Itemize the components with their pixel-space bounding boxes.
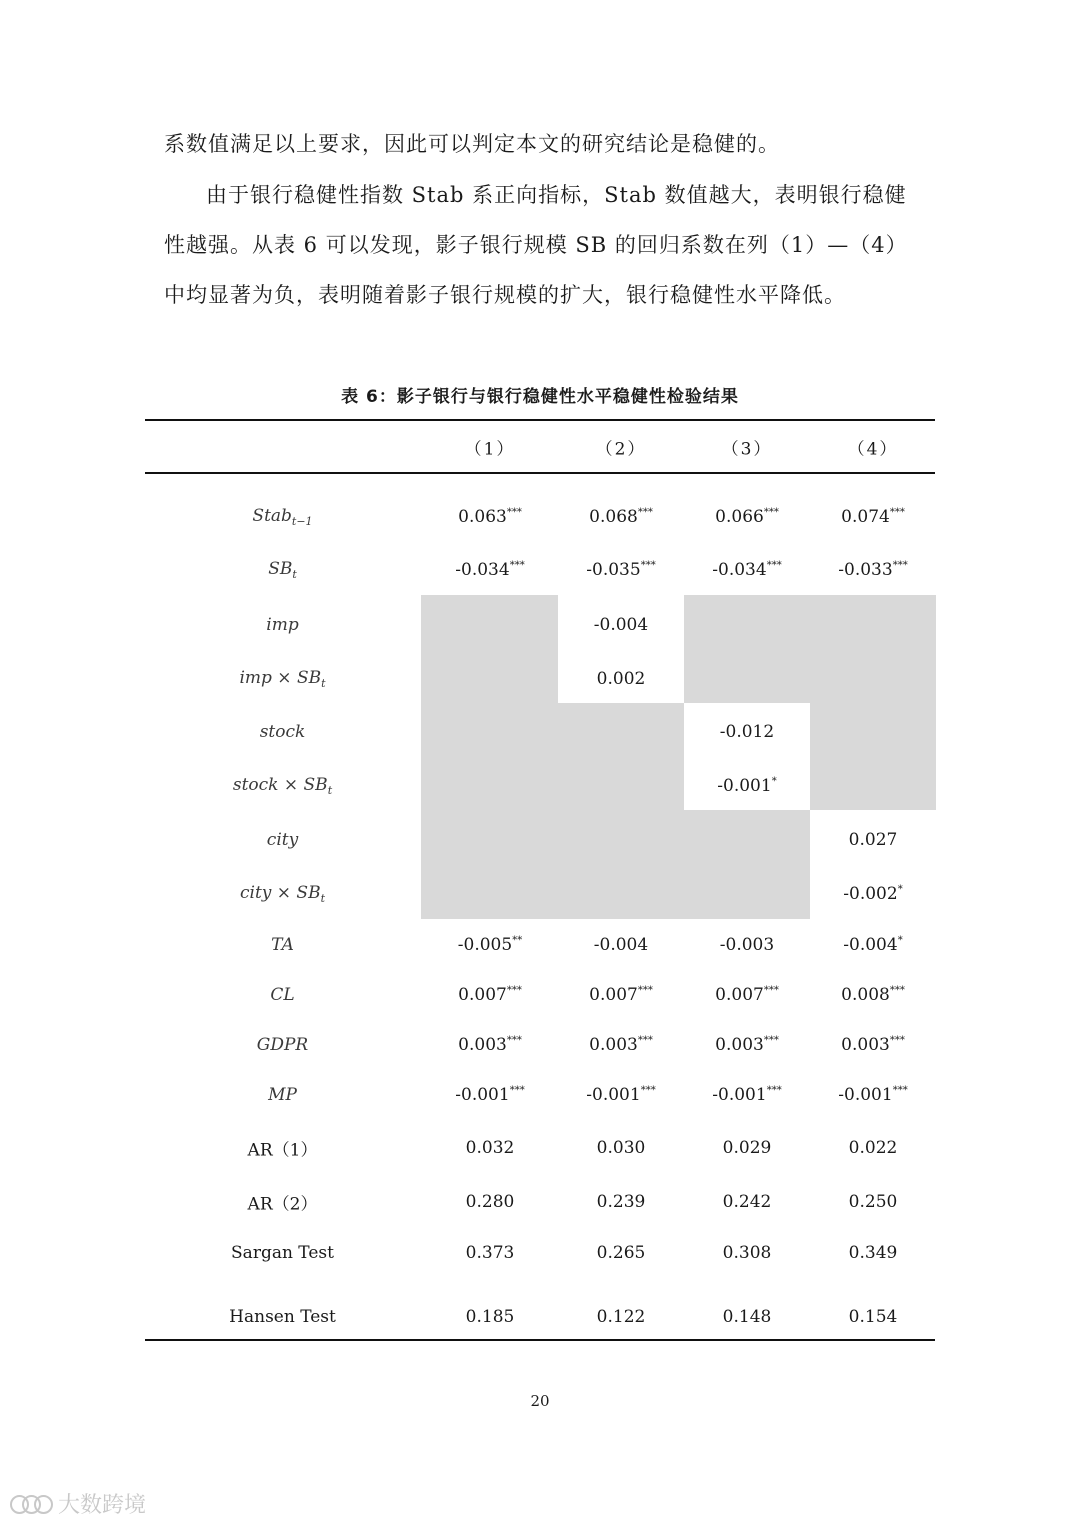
row-label [180, 668, 385, 690]
table-cell [683, 1035, 811, 1055]
significance-stars: *** [766, 560, 782, 571]
table-cell [809, 560, 937, 580]
watermark-logo-icon [10, 1492, 52, 1516]
cell-value: 0.349 [848, 1243, 898, 1263]
table-header-rule [145, 472, 935, 474]
table-cell [683, 776, 811, 796]
cell-value: -0.035 [586, 560, 641, 580]
row-label-text: GDPR [256, 1035, 309, 1055]
row-label-subscript: t−1 [291, 515, 313, 528]
cell-value: 0.008 [841, 985, 890, 1005]
table-cell [425, 1035, 555, 1055]
row-label-subscript: t [292, 568, 297, 581]
table-cell [557, 1307, 685, 1327]
table-cell [683, 1192, 811, 1212]
cell-value: 0.122 [596, 1307, 646, 1327]
row-label-text: AR（1） [247, 1140, 318, 1161]
table-cell [809, 935, 937, 955]
table-cell [683, 985, 811, 1005]
cell-value: 0.007 [715, 985, 764, 1005]
table-cell [683, 560, 811, 580]
significance-stars: *** [506, 985, 522, 996]
shaded-block-col4 [810, 595, 936, 810]
row-label-subscript: t [321, 677, 326, 690]
significance-stars: *** [640, 560, 656, 571]
cell-value: -0.034 [712, 560, 767, 580]
row-label-subscript: t [327, 784, 333, 797]
cell-value: 0.185 [465, 1307, 515, 1327]
cell-value: -0.012 [719, 722, 775, 742]
table-cell [557, 1035, 685, 1055]
cell-value: 0.154 [848, 1307, 898, 1327]
cell-value: 0.373 [465, 1243, 515, 1263]
cell-value: 0.063 [458, 507, 507, 527]
watermark-text: 大数跨境 [58, 1493, 147, 1518]
table-cell [809, 884, 937, 904]
cell-value: 0.003 [715, 1035, 764, 1055]
table-cell [557, 1243, 685, 1263]
row-label [180, 985, 385, 1005]
significance-stars: *** [889, 1035, 905, 1046]
row-label-text: imp [266, 615, 299, 635]
table-cell [809, 1307, 937, 1327]
cell-value: -0.002 [843, 884, 898, 904]
table-cell [425, 1243, 555, 1263]
table-cell [557, 1138, 685, 1158]
table-cell [809, 1035, 937, 1055]
table-cell [557, 615, 685, 635]
row-label [180, 506, 385, 528]
cell-value: -0.001 [455, 1085, 510, 1105]
table-cell [557, 1192, 685, 1212]
significance-stars: *** [637, 985, 653, 996]
table-cell [425, 1307, 555, 1327]
row-label [180, 935, 385, 955]
table-cell [683, 935, 811, 955]
shaded-block-col1 [421, 595, 558, 919]
table-cell [809, 830, 937, 850]
table-cell [425, 560, 555, 580]
significance-stars: *** [506, 1035, 522, 1046]
significance-stars: *** [763, 507, 779, 518]
significance-stars: * [897, 935, 903, 946]
page-number: 20 [530, 1392, 550, 1410]
row-label [180, 1243, 385, 1263]
cell-value: 0.027 [848, 830, 898, 850]
cell-value: -0.034 [455, 560, 510, 580]
significance-stars: *** [892, 560, 908, 571]
row-label-text: city × SB [239, 883, 321, 903]
row-label [180, 1035, 385, 1055]
table-top-rule [145, 419, 935, 421]
cell-value: 0.074 [841, 507, 890, 527]
table-cell [809, 985, 937, 1005]
cell-value: 0.002 [596, 669, 646, 689]
cell-value: 0.029 [722, 1138, 772, 1158]
table-cell [557, 1085, 685, 1105]
table-cell [557, 560, 685, 580]
table-cell [425, 985, 555, 1005]
table-cell [425, 507, 555, 527]
shaded-block-col3-bottom [684, 810, 810, 919]
row-label [180, 1085, 385, 1105]
significance-stars: *** [637, 1035, 653, 1046]
cell-value: 0.007 [458, 985, 507, 1005]
table-cell [425, 935, 555, 955]
table-cell [683, 507, 811, 527]
cell-value: 0.250 [848, 1192, 898, 1212]
cell-value: 0.068 [589, 507, 638, 527]
row-label-text: Stab [252, 506, 292, 526]
row-label [180, 1190, 385, 1215]
cell-value: 0.022 [848, 1138, 898, 1158]
cell-value: 0.032 [465, 1138, 515, 1158]
cell-value: 0.007 [589, 985, 638, 1005]
cell-value: 0.003 [458, 1035, 507, 1055]
row-label-text: Sargan Test [231, 1243, 334, 1263]
significance-stars: *** [763, 985, 779, 996]
column-header-1: （1） [464, 439, 516, 460]
row-label-text: stock × SB [232, 775, 328, 795]
table-cell [557, 935, 685, 955]
cell-value: -0.003 [719, 935, 775, 955]
cell-value: -0.004 [593, 615, 649, 635]
cell-value: -0.004 [843, 935, 898, 955]
table-cell [809, 507, 937, 527]
table-cell [809, 1085, 937, 1105]
row-label [180, 615, 385, 635]
row-label-text: SB [268, 559, 293, 579]
table-cell [683, 1243, 811, 1263]
row-label [180, 1307, 385, 1327]
cell-value: -0.001 [717, 776, 772, 796]
paragraph-1: 系数值满足以上要求，因此可以判定本文的研究结论是稳健的。 [164, 132, 780, 156]
cell-value: 0.265 [596, 1243, 646, 1263]
table-caption: 表 6：影子银行与银行稳健性水平稳健性检验结果 [341, 387, 739, 407]
significance-stars: *** [637, 507, 653, 518]
row-label-text: stock [259, 722, 306, 742]
cell-value: 0.030 [596, 1138, 646, 1158]
cell-value: -0.005 [457, 935, 513, 955]
shaded-block-col2 [558, 703, 684, 919]
table-cell [809, 1192, 937, 1212]
table-cell [683, 722, 811, 742]
cell-value: 0.308 [722, 1243, 772, 1263]
significance-stars: *** [506, 507, 522, 518]
cell-value: -0.004 [593, 935, 649, 955]
row-label-text: Hansen Test [229, 1307, 336, 1327]
table-cell [425, 1138, 555, 1158]
shaded-block-col3-top [684, 595, 810, 703]
significance-stars: ** [512, 935, 523, 946]
table-bottom-rule [145, 1339, 935, 1341]
paragraph-2: 由于银行稳健性指数 Stab 系正向指标，Stab 数值越大，表明银行稳健性越强。从表 6 可以发现，影子银行规模 SB 的回归系数在列（1）—（4）中均显著为负，表明随着影子银行规模的扩大，银行稳健性水平降低。 [164, 183, 908, 307]
row-label-subscript: t [320, 892, 325, 905]
cell-value: 0.003 [841, 1035, 890, 1055]
table-cell [683, 1085, 811, 1105]
row-label-text: city [266, 830, 299, 850]
row-label [180, 559, 385, 581]
table-cell [557, 507, 685, 527]
table-cell [809, 1138, 937, 1158]
row-label [180, 830, 385, 850]
row-label-text: AR（2） [247, 1194, 318, 1215]
row-label-text: CL [270, 985, 295, 1005]
column-header-2: （2） [595, 439, 647, 460]
row-label [180, 1136, 385, 1161]
row-label [180, 883, 385, 905]
cell-value: 0.242 [722, 1192, 772, 1212]
table-cell [425, 1192, 555, 1212]
column-header-4: （4） [847, 439, 899, 460]
cell-value: -0.001 [712, 1085, 767, 1105]
significance-stars: *** [509, 560, 525, 571]
table-cell [557, 985, 685, 1005]
table-cell [809, 1243, 937, 1263]
cell-value: -0.033 [838, 560, 893, 580]
row-label-text: imp × SB [239, 668, 322, 688]
significance-stars: *** [640, 1085, 656, 1096]
table-cell [683, 1307, 811, 1327]
cell-value: 0.280 [465, 1192, 515, 1212]
cell-value: -0.001 [838, 1085, 893, 1105]
column-header-3: （3） [721, 439, 773, 460]
table-cell [557, 669, 685, 689]
table-cell [425, 1085, 555, 1105]
row-label-text: MP [268, 1085, 297, 1105]
significance-stars: *** [509, 1085, 525, 1096]
cell-value: 0.066 [715, 507, 764, 527]
significance-stars: *** [763, 1035, 779, 1046]
row-label-text: TA [271, 935, 294, 955]
cell-value: 0.003 [589, 1035, 638, 1055]
cell-value: 0.148 [722, 1307, 772, 1327]
cell-value: -0.001 [586, 1085, 641, 1105]
row-label [180, 722, 385, 742]
significance-stars: *** [766, 1085, 782, 1096]
significance-stars: * [897, 884, 903, 895]
significance-stars: *** [889, 985, 905, 996]
significance-stars: *** [889, 507, 905, 518]
significance-stars: * [771, 776, 777, 787]
watermark [10, 1488, 146, 1519]
table-cell [683, 1138, 811, 1158]
significance-stars: *** [892, 1085, 908, 1096]
cell-value: 0.239 [596, 1192, 646, 1212]
row-label [180, 775, 385, 797]
